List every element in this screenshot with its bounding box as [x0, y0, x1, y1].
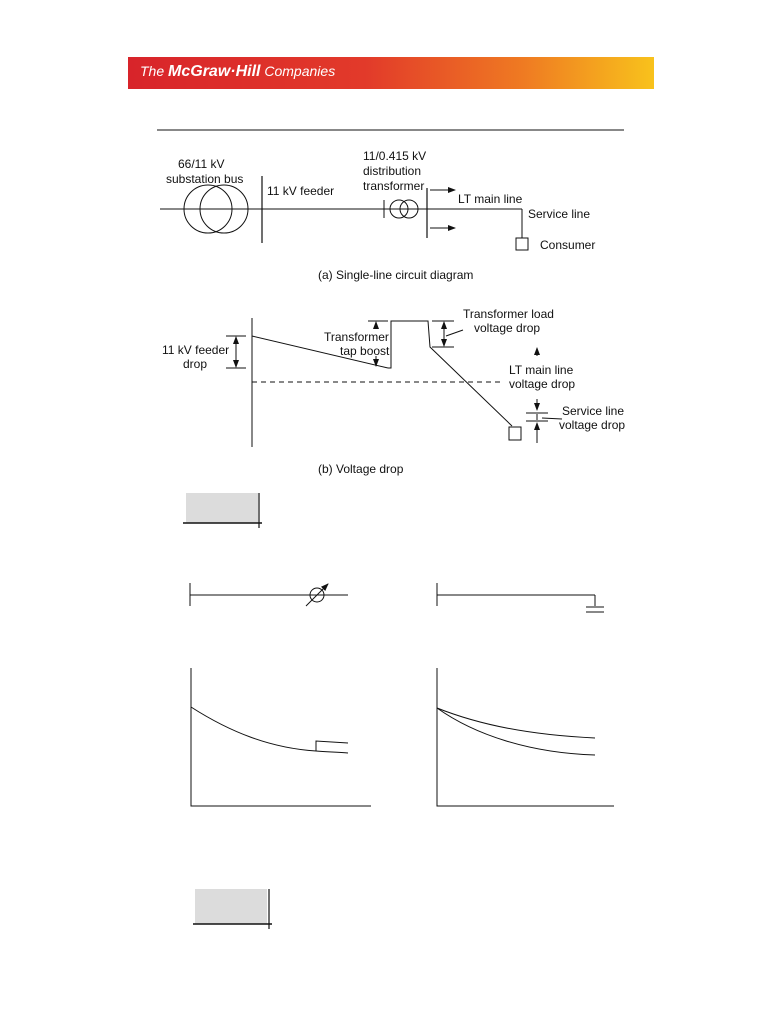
left-plot-tail — [316, 751, 348, 753]
right-voltage-profile-plot — [437, 668, 614, 806]
logo-name: McGraw·Hill — [168, 63, 261, 80]
label-lt-drop-1: LT main line — [509, 363, 574, 377]
single-line-diagram — [160, 149, 595, 282]
voltage-profile — [388, 321, 512, 426]
left-plot-boost — [316, 741, 348, 751]
placeholder-box-1 — [186, 493, 258, 523]
label-tap-boost-1: Transformer — [324, 330, 389, 344]
label-lt-main: LT main line — [458, 192, 523, 206]
consumer-box — [516, 238, 528, 250]
label-service: Service line — [528, 207, 591, 221]
label-feeder-drop-1: 11 kV feeder — [162, 343, 230, 357]
left-voltage-profile-plot — [191, 668, 371, 806]
label-feeder-drop-2: drop — [183, 357, 208, 371]
label-tap-boost-2: tap boost — [340, 344, 390, 358]
label-transformer-3: transformer — [363, 179, 425, 193]
label-load-drop-2: voltage drop — [474, 321, 541, 335]
label-consumer: Consumer — [540, 238, 596, 252]
right-circuit-sketch — [437, 583, 604, 612]
label-svc-drop-1: Service line — [562, 404, 625, 418]
label-svc-drop-2: voltage drop — [559, 418, 626, 432]
label-substation-1: 66/11 kV — [178, 157, 225, 171]
left-plot-curve — [191, 707, 316, 751]
consumer-box-b — [509, 427, 521, 440]
label-lt-drop-2: voltage drop — [509, 377, 576, 391]
right-plot-curve-uncompensated — [437, 708, 595, 755]
label-load-drop-1: Transformer load — [463, 307, 554, 321]
label-transformer-2: distribution — [363, 164, 422, 178]
label-transformer-1: 11/0.415 kV — [363, 149, 427, 163]
right-plot-axes — [437, 668, 614, 806]
logo-suffix: Companies — [264, 63, 336, 79]
load-drop-leader — [446, 330, 463, 336]
caption-b: (b) Voltage drop — [318, 462, 404, 476]
placeholder-box-2 — [195, 889, 267, 924]
left-circuit-sketch — [190, 583, 348, 606]
caption-a: (a) Single-line circuit diagram — [318, 268, 474, 282]
logo-prefix: The — [140, 63, 165, 79]
left-plot-axes — [191, 668, 371, 806]
label-feeder: 11 kV feeder — [267, 184, 335, 198]
voltage-drop-diagram — [162, 307, 625, 476]
label-substation-2: substation bus — [166, 172, 244, 186]
